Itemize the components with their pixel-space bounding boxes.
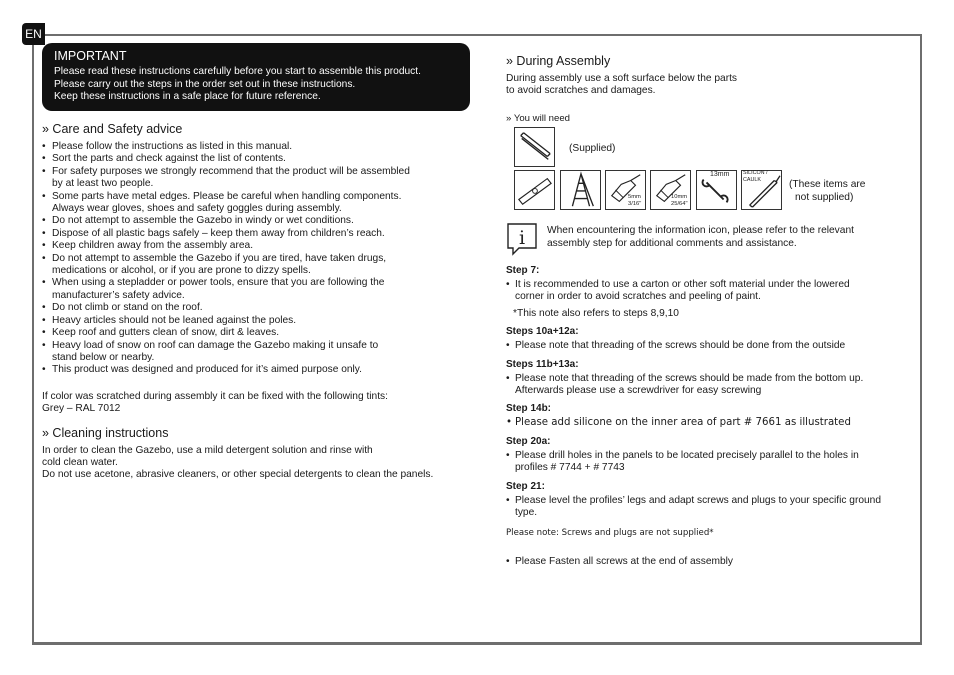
step-7-item: • It is recommended to use a carton or other soft material under the lowered corner in order to avoid scratches and peeling of paint. (506, 279, 906, 304)
cleaning-line: cold clean water. (42, 456, 118, 468)
spirit-level-icon (514, 170, 555, 210)
tint-value: Grey – RAL 7012 (42, 403, 121, 415)
care-item: • Do not climb or stand on the roof. (42, 302, 462, 314)
during-line: During assembly use a soft surface below the parts (506, 73, 738, 84)
wrench-size: 13mm (710, 171, 730, 178)
during-line: to avoid scratches and damages. (506, 85, 656, 97)
care-item: • Keep children away from the assembly area. (42, 240, 462, 252)
care-item: • For safety purposes we strongly recommend that the product will be assembled by at least two people. (42, 166, 462, 191)
fasten-item: • Please Fasten all screws at the end of assembly (506, 556, 906, 568)
care-item: • This product was designed and produced for it’s aimed purpose only. (42, 364, 462, 376)
important-line: Please read these instructions carefully before you start to assemble this product. (54, 66, 421, 77)
cleaning-heading: » Cleaning instructions (42, 425, 169, 440)
during-heading: » During Assembly (506, 54, 611, 68)
care-item: • When using a stepladder or power tools, ensure that you are following the manufacturer’s safety advice. (42, 277, 462, 302)
language-tab: EN (22, 23, 45, 45)
info-icon (506, 222, 538, 256)
info-line: assembly step for additional comments and assistance. (547, 238, 797, 249)
care-heading: » Care and Safety advice (42, 122, 183, 136)
profile-part-icon (514, 127, 555, 167)
stepladder-icon (560, 170, 601, 210)
care-item: • Heavy articles should not be leaned against the poles. (42, 315, 462, 327)
care-item: • Keep roof and gutters clean of snow, dirt & leaves. (42, 327, 462, 339)
right-column (506, 54, 906, 125)
step-11b-item: • Please note that threading of the screws should be made from the bottom up. Afterwards please use a screwdriver for easy screwing (506, 373, 906, 398)
tint-line: If color was scratched during assembly it can be fixed with the following tints: (42, 390, 388, 402)
svg-text:i: i (518, 227, 526, 249)
step-21-item: • Please level the profiles’ legs and adapt screws and plugs to your specific ground type. (506, 495, 906, 520)
step-10a-item: • Please note that threading of the screws should be done from the outside (506, 340, 906, 352)
care-item: • Some parts have metal edges. Please be careful when handling components. Always wear gloves, shoes and safety goggles during assembly. (42, 191, 462, 216)
cleaning-line: Do not use acetone, abrasive cleaners, or other special detergents to clean the panels. (42, 469, 434, 481)
supplied-label: (Supplied) (569, 143, 616, 154)
step-10a-heading: Steps 10a+12a: (506, 326, 579, 338)
care-list (42, 141, 462, 377)
not-supplied-label: (These items are (789, 179, 866, 190)
important-title: IMPORTANT (54, 49, 127, 63)
care-item: • Do not attempt to assemble the Gazebo if you are tired, have taken drugs, medications or alcohol, or if you are prone to dizzy spells. (42, 253, 462, 278)
step-20a-heading: Step 20a: (506, 435, 551, 447)
care-item: • Dispose of all plastic bags safely – keep them away from children’s reach. (42, 228, 462, 240)
step-21-heading: Step 21: (506, 480, 545, 492)
important-line: Keep these instructions in a safe place for future reference. (54, 91, 321, 102)
step-14b-item: • Please add silicone on the inner area of part # 7661 as illustrated (506, 417, 906, 429)
left-column (42, 122, 462, 482)
care-item: • Please follow the instructions as listed in this manual. (42, 141, 462, 153)
care-item: • Heavy load of snow on roof can damage the Gazebo making it unsafe to stand below or nearby. (42, 340, 462, 365)
steps-section (506, 259, 906, 569)
care-item: • Do not attempt to assemble the Gazebo in windy or wet conditions. (42, 215, 462, 227)
screws-note: Please note: Screws and plugs are not supplied* (506, 528, 714, 539)
step-7-note: *This note also refers to steps 8,9,10 (513, 307, 679, 319)
step-14b-heading: Step 14b: (506, 403, 552, 415)
need-heading: » You will need (506, 112, 571, 124)
not-supplied-label: not supplied) (795, 192, 854, 203)
step-11b-heading: Steps 11b+13a: (506, 358, 579, 370)
info-line: When encountering the information icon, please refer to the relevant (547, 225, 854, 236)
caulk-label: SILICON / (743, 170, 768, 176)
important-box (42, 43, 470, 111)
cleaning-line: In order to clean the Gazebo, use a mild detergent solution and rinse with (42, 444, 373, 456)
drill-5mm-inch: 3/16" (628, 201, 642, 207)
step-20a-item: • Please drill holes in the panels to be located precisely parallel to the holes in profiles # 7744 + # 7743 (506, 450, 906, 475)
important-line: Please carry out the steps in the order set out in these instructions. (54, 78, 356, 90)
drill-10mm-inch: 25/64" (671, 201, 688, 207)
drill-10mm-size: 10mm (671, 194, 688, 200)
drill-5mm-size: 5mm (628, 194, 641, 200)
care-item: • Sort the parts and check against the list of contents. (42, 153, 462, 165)
caulk-label: CAULK (743, 177, 761, 183)
step-7-heading: Step 7: (506, 265, 540, 276)
